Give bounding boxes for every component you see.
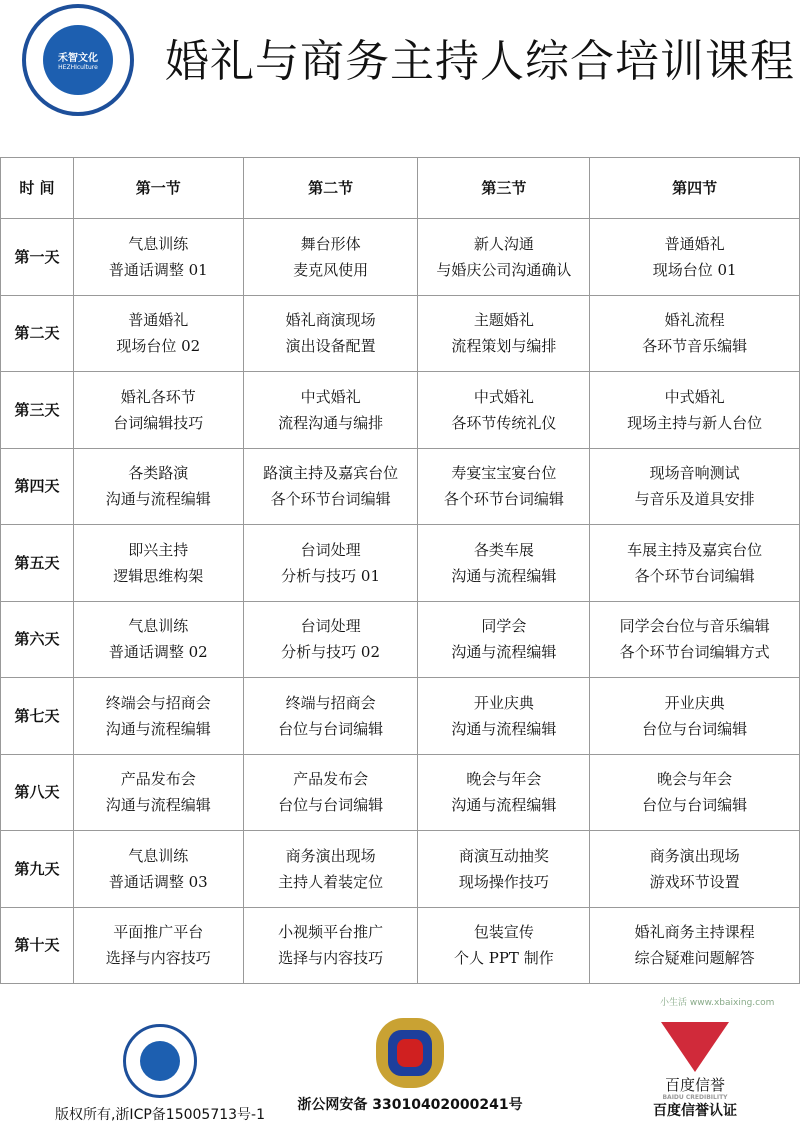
session-line: 气息训练 (128, 234, 189, 253)
session-line: 婚礼各环节 (120, 387, 196, 406)
session-cell (590, 448, 800, 525)
session-line: 台位与台词编辑 (278, 796, 384, 815)
session-cell (590, 907, 800, 984)
session-cell (243, 448, 418, 525)
session-cell (243, 907, 418, 984)
session-line: 个人 PPT 制作 (453, 949, 554, 968)
logo-text: 禾智文化 (58, 53, 98, 64)
session-cell (418, 372, 590, 449)
session-line: 小视频平台推广 (278, 923, 384, 942)
session-cell (243, 601, 418, 678)
session-line: 现场音响测试 (649, 464, 740, 483)
column-header: 第四节 (590, 158, 800, 219)
session-line: 新人沟通 (473, 234, 534, 253)
session-cell (418, 295, 590, 372)
session-line: 沟通与流程编辑 (105, 719, 211, 738)
session-line: 沟通与流程编辑 (105, 490, 211, 509)
session-cell (243, 295, 418, 372)
footer-baidu (620, 1018, 770, 1120)
session-line: 各个环节台词编辑 (634, 566, 755, 585)
session-line: 分析与技巧 01 (281, 566, 380, 585)
session-cell (590, 754, 800, 831)
session-line: 台词处理 (300, 617, 361, 636)
session-line: 产品发布会 (293, 770, 369, 789)
session-line: 气息训练 (128, 846, 189, 865)
table-row (1, 295, 800, 372)
logo-subtext: HEZHIculture (58, 64, 98, 71)
police-record-text[interactable]: 浙公网安备 33010402000241号 (297, 1097, 523, 1113)
day-cell: 第四天 (1, 448, 74, 525)
session-line: 婚礼流程 (664, 311, 725, 330)
table-row (1, 525, 800, 602)
company-logo (22, 4, 134, 116)
session-cell (243, 831, 418, 908)
session-line: 舞台形体 (300, 234, 361, 253)
day-cell: 第五天 (1, 525, 74, 602)
session-line: 包装宣传 (473, 923, 534, 942)
session-line: 逻辑思维构架 (113, 566, 204, 585)
session-line: 晚会与年会 (466, 770, 542, 789)
session-line: 各类车展 (473, 540, 534, 559)
session-line: 台位与台词编辑 (642, 719, 748, 738)
baidu-logo-subtext: BAIDU CREDIBILITY (662, 1094, 728, 1101)
session-line: 主题婚礼 (473, 311, 534, 330)
session-cell (590, 372, 800, 449)
session-cell (73, 448, 243, 525)
session-cell (418, 754, 590, 831)
session-cell (73, 525, 243, 602)
session-line: 与婚庆公司沟通确认 (436, 260, 572, 279)
watermark: 小生活 www.xbaixing.com (660, 998, 775, 1008)
session-line: 各环节音乐编辑 (642, 337, 748, 356)
session-cell (243, 219, 418, 296)
day-cell: 第九天 (1, 831, 74, 908)
baidu-cert-text[interactable]: 百度信誉认证 (653, 1103, 737, 1119)
session-cell (73, 831, 243, 908)
session-line: 终端会与招商会 (105, 693, 211, 712)
session-line: 现场操作技巧 (458, 872, 549, 891)
session-line: 气息训练 (128, 617, 189, 636)
table-header-row (1, 158, 800, 219)
session-line: 流程沟通与编排 (278, 413, 384, 432)
session-line: 现场台位 01 (652, 260, 737, 279)
session-line: 商务演出现场 (285, 846, 376, 865)
day-cell: 第七天 (1, 678, 74, 755)
session-line: 寿宴宝宝宴台位 (451, 464, 557, 483)
session-line: 演出设备配置 (285, 337, 376, 356)
session-line: 普通话调整 03 (108, 872, 208, 891)
copyright-text: 版权所有,浙ICP备15005713号-1 (54, 1107, 265, 1123)
session-line: 普通话调整 02 (108, 643, 208, 662)
session-line: 台位与台词编辑 (278, 719, 384, 738)
session-line: 各个环节台词编辑方式 (619, 643, 770, 662)
footer-police (290, 1018, 530, 1114)
baidu-logo-text: 百度信誉 (664, 1076, 725, 1094)
session-line: 流程策划与编排 (451, 337, 557, 356)
table-row (1, 601, 800, 678)
session-cell (418, 831, 590, 908)
day-cell: 第八天 (1, 754, 74, 831)
session-cell (418, 525, 590, 602)
session-line: 主持人着装定位 (278, 872, 384, 891)
session-line: 选择与内容技巧 (105, 949, 211, 968)
day-cell: 第三天 (1, 372, 74, 449)
session-cell (590, 525, 800, 602)
column-header: 时 间 (1, 158, 74, 219)
session-line: 同学会台位与音乐编辑 (619, 617, 770, 636)
session-line: 中式婚礼 (473, 387, 534, 406)
session-cell (418, 601, 590, 678)
session-line: 普通话调整 01 (108, 260, 208, 279)
session-cell (73, 372, 243, 449)
session-line: 中式婚礼 (664, 387, 725, 406)
session-line: 即兴主持 (128, 540, 189, 559)
session-line: 开业庆典 (664, 693, 725, 712)
session-cell (418, 907, 590, 984)
table-row (1, 754, 800, 831)
session-cell (73, 754, 243, 831)
session-line: 各个环节台词编辑 (270, 490, 391, 509)
column-header: 第一节 (73, 158, 243, 219)
session-line: 商务演出现场 (649, 846, 740, 865)
session-line: 各类路演 (128, 464, 189, 483)
session-line: 沟通与流程编辑 (451, 643, 557, 662)
course-schedule-table (0, 157, 800, 984)
session-cell (590, 831, 800, 908)
session-line: 麦克风使用 (293, 260, 369, 279)
session-cell (243, 372, 418, 449)
session-line: 终端与招商会 (285, 693, 376, 712)
table-row (1, 907, 800, 984)
session-line: 各个环节台词编辑 (443, 490, 564, 509)
baidu-credibility-logo (661, 1022, 729, 1072)
footer-copyright (50, 1018, 270, 1124)
day-cell: 第一天 (1, 219, 74, 296)
table-row (1, 372, 800, 449)
column-header: 第三节 (418, 158, 590, 219)
session-line: 车展主持及嘉宾台位 (627, 540, 763, 559)
session-line: 台词编辑技巧 (113, 413, 204, 432)
session-line: 分析与技巧 02 (281, 643, 380, 662)
session-line: 开业庆典 (473, 693, 534, 712)
session-line: 台位与台词编辑 (642, 796, 748, 815)
session-line: 晚会与年会 (657, 770, 733, 789)
session-line: 普通婚礼 (664, 234, 725, 253)
session-cell (590, 219, 800, 296)
session-line: 各环节传统礼仪 (451, 413, 557, 432)
session-line: 商演互动抽奖 (458, 846, 549, 865)
session-line: 路演主持及嘉宾台位 (263, 464, 399, 483)
session-cell (418, 448, 590, 525)
session-cell (73, 295, 243, 372)
session-cell (590, 295, 800, 372)
session-line: 现场台位 02 (116, 337, 201, 356)
session-line: 婚礼商务主持课程 (634, 923, 755, 942)
session-cell (243, 754, 418, 831)
session-line: 与音乐及道具安排 (634, 490, 755, 509)
table-row (1, 219, 800, 296)
session-line: 普通婚礼 (128, 311, 189, 330)
company-logo-small (123, 1024, 197, 1098)
session-cell (418, 219, 590, 296)
session-line: 沟通与流程编辑 (451, 796, 557, 815)
page-title: 婚礼与商务主持人综合培训课程 (165, 36, 795, 87)
session-cell (418, 678, 590, 755)
session-line: 台词处理 (300, 540, 361, 559)
session-cell (243, 678, 418, 755)
session-cell (590, 601, 800, 678)
day-cell: 第十天 (1, 907, 74, 984)
session-line: 产品发布会 (120, 770, 196, 789)
table-row (1, 831, 800, 908)
session-cell (73, 601, 243, 678)
session-line: 沟通与流程编辑 (451, 719, 557, 738)
session-line: 中式婚礼 (300, 387, 361, 406)
session-cell (243, 525, 418, 602)
session-cell (73, 678, 243, 755)
day-cell: 第六天 (1, 601, 74, 678)
session-line: 综合疑难问题解答 (634, 949, 755, 968)
police-badge-icon (376, 1018, 444, 1088)
session-line: 沟通与流程编辑 (451, 566, 557, 585)
session-line: 现场主持与新人台位 (627, 413, 763, 432)
day-cell: 第二天 (1, 295, 74, 372)
session-cell (73, 907, 243, 984)
session-line: 平面推广平台 (113, 923, 204, 942)
table-row (1, 448, 800, 525)
session-line: 婚礼商演现场 (285, 311, 376, 330)
session-line: 沟通与流程编辑 (105, 796, 211, 815)
session-cell (590, 678, 800, 755)
table-row (1, 678, 800, 755)
session-cell (73, 219, 243, 296)
session-line: 选择与内容技巧 (278, 949, 384, 968)
session-line: 游戏环节设置 (649, 872, 740, 891)
session-line: 同学会 (481, 617, 527, 636)
column-header: 第二节 (243, 158, 418, 219)
